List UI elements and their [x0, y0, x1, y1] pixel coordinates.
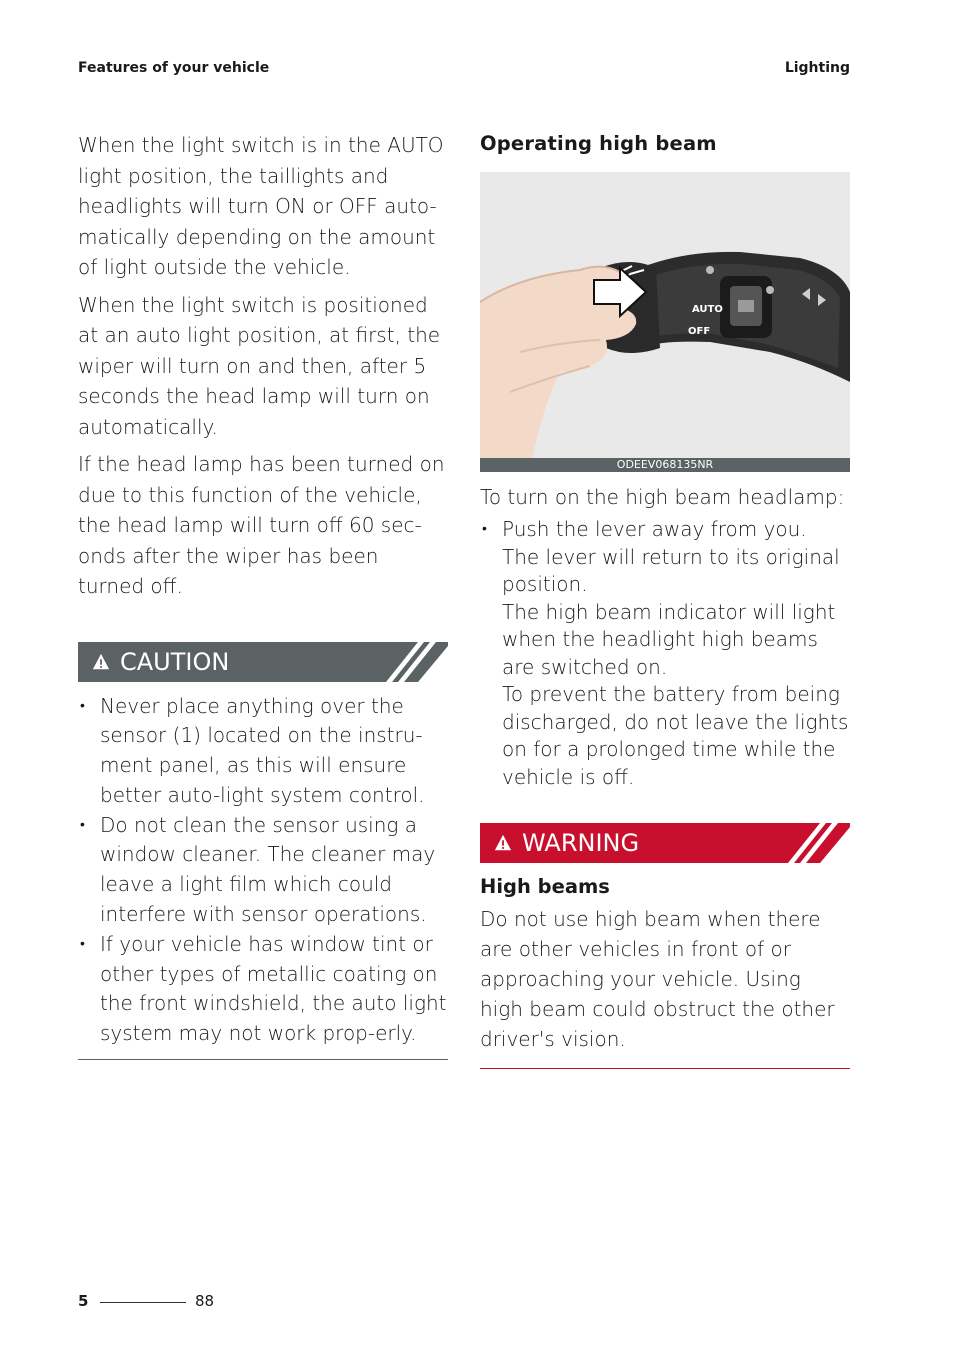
caution-banner — [78, 642, 448, 682]
banner-stripes — [380, 642, 448, 682]
warning-triangle-icon — [92, 653, 110, 671]
right-column — [480, 130, 850, 1069]
caution-list — [78, 692, 448, 1050]
off-switch-label: OFF — [688, 326, 711, 337]
banner-stripes — [782, 823, 850, 863]
warning-end-rule — [480, 1068, 850, 1069]
step-indicator: The high beam indicator will light when the headlight high beams are switched on. — [502, 599, 836, 679]
step-lever-return: The lever will return to its original position. — [502, 544, 840, 596]
footer-rule — [100, 1302, 186, 1303]
page-number: 88 — [195, 1292, 215, 1310]
high-beam-steps — [480, 516, 850, 791]
auto-switch-label: AUTO — [692, 304, 723, 315]
warning-triangle-icon — [494, 834, 512, 852]
auto-light-paragraph: When the light switch is in the AUTO light position, the taillights and headlights will turn ON or OFF auto-matically depending on the amount of light outside the vehicle. — [78, 133, 444, 279]
chapter-number: 5 — [78, 1292, 89, 1310]
step-push-lever: • Push the lever away from you. — [502, 517, 807, 541]
wiper-paragraph: When the light switch is positioned at an auto light position, at first, the wiper will turn on and then, after 5 seconds the head lamp will turn on automatically. — [78, 292, 441, 439]
warning-label: WARNING — [522, 829, 640, 857]
caution-end-rule — [78, 1059, 448, 1060]
warning-subtitle: High beams — [480, 875, 610, 898]
running-header-section: Features of your vehicle — [78, 60, 270, 76]
caution-item: • Do not clean the sensor using a window cleaner. The cleaner may leave a light film which could interfere with sensor operations. — [78, 811, 448, 930]
section-title: Operating high beam — [480, 132, 717, 155]
figure-caption: ODEEV068135NR — [480, 458, 850, 472]
lever-illustration — [480, 172, 850, 472]
page-footer — [78, 1292, 218, 1312]
high-beam-intro: To turn on the high beam headlamp: — [480, 485, 845, 509]
left-column — [78, 130, 448, 1060]
step-battery: To prevent the battery from being discharged, do not leave the lights on for a prolonged time while the vehicle is off. — [502, 682, 849, 789]
warning-text: Do not use high beam when there are other vehicles in front of or approaching your vehicle. Using high beam could obstruct the other driver's vision. — [480, 907, 835, 1051]
high-beam-step — [480, 516, 850, 791]
caution-label: CAUTION — [120, 647, 230, 676]
warning-banner — [480, 823, 850, 863]
headlamp-off-paragraph: If the head lamp has been turned on due to this function of the vehicle, the head lamp will turn off 60 sec-onds after the wiper has been turned off. — [78, 452, 445, 598]
caution-item: • Never place anything over the sensor (1) located on the instru-ment panel, as this will ensure better auto-light system control. — [78, 692, 448, 811]
caution-item: • If your vehicle has window tint or other types of metallic coating on the front windshield, the auto light system may not work prop-erly. — [78, 930, 448, 1049]
high-beam-figure — [480, 172, 850, 472]
running-header-topic: Lighting — [784, 60, 850, 76]
